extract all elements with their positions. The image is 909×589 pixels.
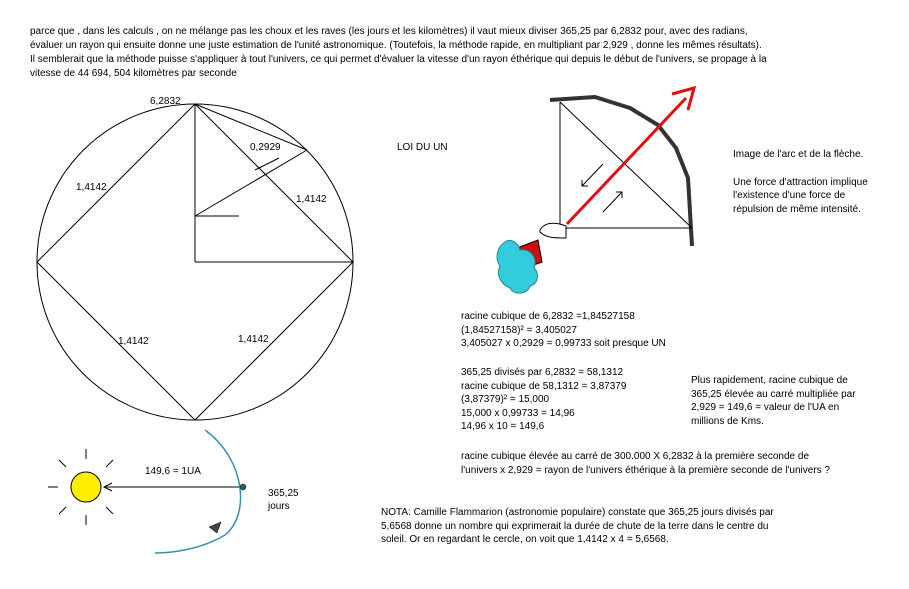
bow-arc: [550, 97, 692, 246]
small-arrow-up: [603, 192, 622, 212]
bow-figure: [497, 88, 694, 293]
label-right-upper: 1,4142: [296, 194, 327, 205]
distance-label: 149,6 = 1UA: [145, 466, 201, 477]
sun-icon: [71, 472, 101, 502]
sun-ray: [106, 460, 113, 467]
days-label-1: 365,25: [268, 488, 299, 499]
arc-caption-3: l'existence d'une force de: [733, 190, 846, 201]
nota-text: NOTA: Camille Flammarion (astronomie populaire) constate que 365,25 jours divisés par 5,6568 donne un nombre qui exprimerait la durée de chute de la terre dans le centre du soleil. Or en regardant le cercle, on voit que 1,4142 x 4 = 5,6568.: [381, 507, 774, 545]
intro-line-4: vitesse de 44 694, 504 kilomètres par seconde: [30, 68, 237, 79]
arc-caption-4: répulsion de même intensité.: [733, 204, 861, 215]
label-left-upper: 1,4142: [76, 182, 107, 193]
label-top: 6,2832: [150, 96, 181, 107]
arc-caption-1: Image de l'arc et de la flèche.: [733, 149, 864, 160]
archer-hand: [540, 223, 566, 238]
orbit-arrow-icon: [209, 522, 221, 533]
orbit-figure: [48, 430, 246, 553]
quick-method-text: Plus rapidement, racine cubique de 365,25 élevée au carré multipliée par 2,929 = 149,6 = valeur de l'UA en millions de Kms.: [691, 375, 856, 427]
sun-ray: [59, 507, 66, 514]
intro-line-3: Il semblerait que la méthode puisse s'appliquer à tout l'univers, ce qui permet d'évaluer la vitesse d'un rayon éthérique qui depuis le début de l'univers, se propage à la: [30, 54, 767, 65]
ether-radius-text: racine cubique élevée au carré de 300.000 X 6,2832 à la première seconde de l'univers x 2,929 = rayon de l'univers éthérique à la première seconde de l'univers ?: [461, 451, 830, 476]
circle-figure: [37, 104, 353, 420]
intro-line-2: évaluer un rayon qui ensuite donne une juste estimation de l'unité astronomique. (Toutefois, la méthode rapide, en multipliant par 2,929 , donne les mêmes résultats).: [30, 40, 762, 51]
small-arrow-down: [582, 164, 603, 186]
sun-ray: [106, 507, 113, 514]
sun-ray: [59, 460, 66, 467]
earth-icon: [240, 484, 246, 490]
calc-block-2: 365,25 divisés par 6,2832 = 58,1312 racine cubique de 58,1312 = 3,87379 (3,87379)² = 15,000 15,000 x 0,99733 = 14,96 14,96 x 10 = 149,6: [461, 367, 627, 432]
intro-line-1: parce que , dans les calculs , on ne mélange pas les choux et les raves (les jours et les kilomètres) il vaut mieux diviser 365,25 par 6,2832 pour, avec des radians,: [30, 26, 748, 37]
arc-caption-2: Une force d'attraction implique: [733, 177, 868, 188]
label-left-lower: 1,4142: [118, 336, 149, 347]
loi-title: LOI DU UN: [397, 142, 448, 153]
days-label-2: jours: [268, 501, 290, 512]
label-right-lower: 1,4142: [238, 334, 269, 345]
label-small-arc: 0,2929: [250, 142, 281, 153]
orbit-path: [155, 430, 241, 553]
calc-block-1: racine cubique de 6,2832 =1,84527158 (1,84527158)² = 3,405027 3,405027 x 0,2929 = 0,99733 soit presque UN: [461, 311, 666, 349]
